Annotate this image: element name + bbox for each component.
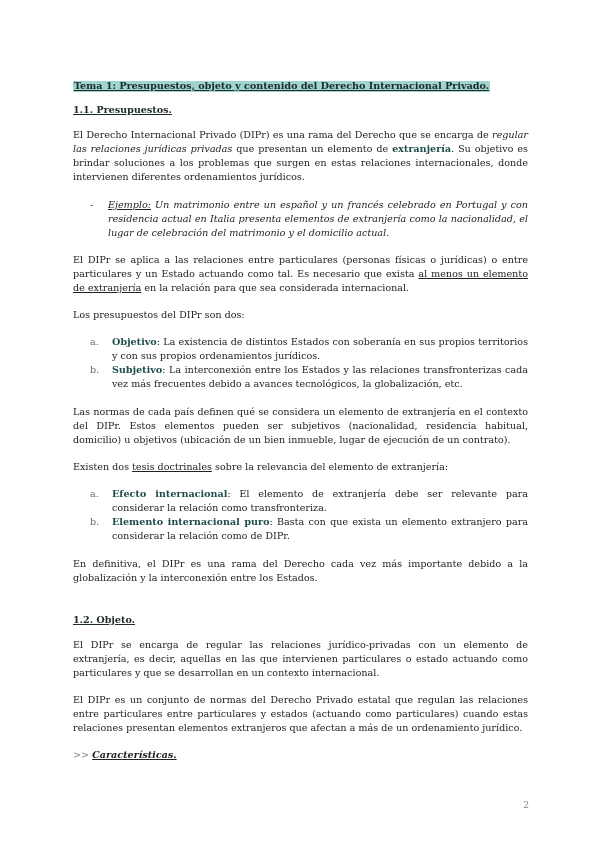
text-run: : La interconexión entre los Estados y las relaciones transfronterizas cada vez más frecuentes debido a avances tecnológicos, la globalización, etc. <box>112 365 528 390</box>
paragraph-norms: Las normas de cada país definen qué se considera un elemento de extranjería en el contexto del DIPr. Estos elementos pueden ser subjetivos (nacionalidad, residencia habitual, domicilio) u objetivos (ubicación de un bien inmueble, lugar de ejecución de un contrato). <box>73 407 528 446</box>
characteristics-line <box>73 749 528 763</box>
list-marker: b. <box>90 517 100 528</box>
document-title: Tema 1: Presupuestos, objeto y contenido del Derecho Internacional Privado. <box>74 81 490 92</box>
text-run: : Basta con que exista un elemento extranjero para considerar la relación como de DIPr. <box>112 517 528 542</box>
characteristics-heading: Características. <box>92 750 177 761</box>
list-item <box>90 364 528 392</box>
text-run: sobre la relevancia del elemento de extranjería: <box>211 462 449 473</box>
paragraph-definition <box>73 129 528 185</box>
bold-term: Elemento internacional puro <box>112 517 270 528</box>
list-item <box>90 516 528 544</box>
list-item <box>90 336 528 364</box>
list-item-text <box>112 364 528 392</box>
list-item-text <box>112 336 528 364</box>
bold-term: Efecto internacional <box>112 489 228 500</box>
text-run: . Su objetivo es brindar soluciones a los problemas que surgen en estas relaciones internacionales, donde intervienen diferentes ordenamientos jurídicos. <box>73 144 528 183</box>
list-item-text <box>112 516 528 544</box>
bold-term: Objetivo <box>112 337 157 348</box>
underlined-phrase: al menos un elemento de extranjería <box>73 269 528 294</box>
text-run: El Derecho Internacional Privado (DIPr) es una rama del Derecho que se encarga de <box>73 130 493 141</box>
bold-term: extranjería <box>392 144 452 155</box>
tesis-list <box>73 488 528 544</box>
list-marker: b. <box>90 365 100 376</box>
text-run: que presentan un elemento de <box>232 144 393 155</box>
example-bullet <box>90 199 528 241</box>
list-item-text <box>112 488 528 516</box>
example-text <box>108 199 528 241</box>
bullet-dash: - <box>90 200 94 211</box>
text-run: Existen dos <box>73 462 133 473</box>
paragraph-presupuestos-intro: Los presupuestos del DIPr son dos: <box>73 310 245 321</box>
page-content <box>73 74 528 763</box>
text-run: Un matrimonio entre un español y un francés celebrado en Portugal y con residencia actual en Italia presenta elementos de extranjería como la nacionalidad, el lugar de celebración del matrimonio y el domicilio actual. <box>108 200 528 239</box>
paragraph-application <box>73 254 528 296</box>
paragraph-objeto: El DIPr se encarga de regular las relaciones jurídico-privadas con un elemento de extranjería, es decir, aquellas en las que intervienen particulares o estado actuando como particulares y que se desarrollan en un contexto internacional. <box>73 640 528 679</box>
page-number: 2 <box>523 800 530 811</box>
paragraph-tesis-intro <box>73 461 528 475</box>
paragraph-conclusion: En definitiva, el DIPr es una rama del Derecho cada vez más importante debido a la globalización y la interconexión entre los Estados. <box>73 559 528 584</box>
paragraph-normas-dipr: El DIPr es un conjunto de normas del Derecho Privado estatal que regulan las relaciones entre particulares entre particulares y estados (actuando como particulares) cuando estas relaciones presentan elementos extranjeros que afectan a más de un ordenamiento jurídico. <box>73 695 528 734</box>
italic-phrase: regular las relaciones jurídicas privadas <box>73 130 528 155</box>
text-run: en la relación para que sea considerada internacional. <box>141 283 410 294</box>
text-run: : El elemento de extranjería debe ser relevante para considerar la relación como transfronteriza. <box>112 489 528 514</box>
bold-term: Subjetivo <box>112 365 163 376</box>
underlined-phrase: tesis doctrinales <box>132 462 212 473</box>
list-item <box>90 488 528 516</box>
section-heading-objeto: 1.2. Objeto. <box>73 615 136 626</box>
arrow-marker: >> <box>73 750 90 761</box>
presupuestos-list <box>73 336 528 392</box>
text-run: El DIPr se aplica a las relaciones entre particulares (personas físicas o jurídicas) o entre particulares y un Estado actuando como tal. Es necesario que exista <box>73 255 528 280</box>
text-run: : La existencia de distintos Estados con soberanía en sus propios territorios y con sus propios ordenamientos jurídicos. <box>112 337 528 362</box>
title-line <box>73 74 528 93</box>
list-marker: a. <box>90 337 99 348</box>
section-heading-presupuestos: 1.1. Presupuestos. <box>73 105 172 116</box>
list-marker: a. <box>90 489 99 500</box>
example-label: Ejemplo: <box>108 200 151 211</box>
